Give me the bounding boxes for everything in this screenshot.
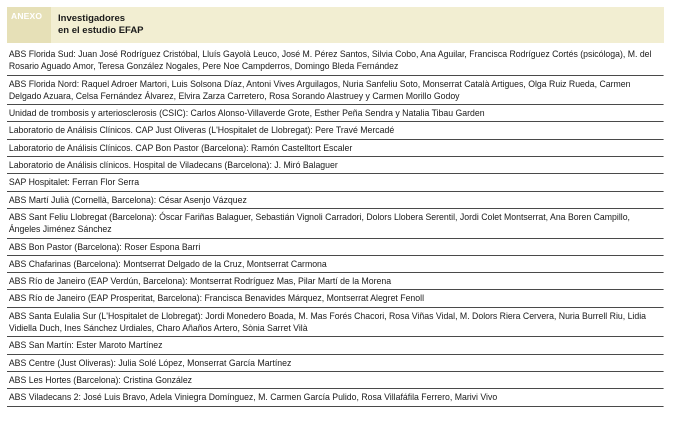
investigators-list (7, 46, 664, 407)
investigator-row: ABS Florida Sud: Juan José Rodríguez Cristóbal, Lluís Gayolà Leuco, José M. Pérez Santos, Silvia Cobo, Ana Aguilar, Francisca Rodríguez Cortés (psicóloga), M. del Rosario Aguado Amor, Teresa González Nogales, Pere Noe Campderros, Domingo Bleda Fernández (7, 46, 664, 76)
investigator-row: ABS Chafarinas (Barcelona): Montserrat Delgado de la Cruz, Montserrat Carmona (7, 256, 664, 273)
investigator-row: ABS Les Hortes (Barcelona): Cristina González (7, 372, 664, 389)
annex-title-line-1: Investigadores (58, 13, 126, 24)
investigator-row: ABS Bon Pastor (Barcelona): Roser Espona Barri (7, 239, 664, 256)
investigator-row: ABS San Martín: Ester Maroto Martínez (7, 337, 664, 354)
investigator-row: ABS Sant Feliu Llobregat (Barcelona): Óscar Fariñas Balaguer, Sebastián Vignoli Carradori, Dolors Llobera Serentil, Jordi Colet Montserrat, Ana Boren Campillo, Ángeles Jiménez Sánchez (7, 209, 664, 239)
annex-label: ANEXO (7, 7, 51, 43)
investigator-row: ABS Martí Julià (Cornellà, Barcelona): César Asenjo Vázquez (7, 192, 664, 209)
investigator-row: ABS Santa Eulalia Sur (L'Hospitalet de Llobregat): Jordi Monedero Boada, M. Mas Forés Chacori, Rosa Viñas Vidal, M. Dolors Riera Cervera, Nuria Burrell Riu, Lidia Vidiella Duch, Ines Sánchez Urdiales, Charo Añaños Artero, Sònia Sarret Vilà (7, 308, 664, 338)
annex-title-line-2: en el estudio EFAP (58, 25, 144, 36)
investigator-row: ABS Río de Janeiro (EAP Prosperitat, Barcelona): Francisca Benavides Márquez, Montserrat Alegret Fenoll (7, 290, 664, 307)
investigator-row: Laboratorio de Análisis Clínicos. CAP Just Oliveras (L'Hospitalet de Llobregat): Pere Travé Mercadé (7, 122, 664, 139)
annex-header (7, 7, 664, 43)
investigator-row: ABS Centre (Just Oliveras): Julia Solé López, Monserrat García Martínez (7, 355, 664, 372)
investigator-row: ABS Florida Nord: Raquel Adroer Martori, Luis Solsona Díaz, Antoni Vives Arguilagos, Nuria Sanfeliu Soto, Monserrat Català Artigues, Olga Ruiz Rueda, Carmen Delgado Azuara, Celsa Fernández Álvarez, Elvira Zarza Carretero, Rosa Sorando Alastruey y Carmen Morillo Godoy (7, 76, 664, 106)
investigator-row: Unidad de trombosis y arteriosclerosis (CSIC): Carlos Alonso-Villaverde Grote, Esther Peña Sendra y Natalia Tibau Garden (7, 105, 664, 122)
investigator-row: ABS Río de Janeiro (EAP Verdún, Barcelona): Montserrat Rodríguez Mas, Pilar Martí de la Morena (7, 273, 664, 290)
investigator-row: SAP Hospitalet: Ferran Flor Serra (7, 174, 664, 191)
investigator-row: Laboratorio de Análisis clínicos. Hospital de Viladecans (Barcelona): J. Miró Balaguer (7, 157, 664, 174)
annex-title (51, 7, 664, 43)
investigator-row: ABS Viladecans 2: José Luis Bravo, Adela Viniegra Domínguez, M. Carmen García Pulido, Rosa Villafáfila Ferrero, Marivi Vivo (7, 389, 664, 406)
investigator-row: Laboratorio de Análisis Clínicos. CAP Bon Pastor (Barcelona): Ramón Castelltort Escaler (7, 140, 664, 157)
